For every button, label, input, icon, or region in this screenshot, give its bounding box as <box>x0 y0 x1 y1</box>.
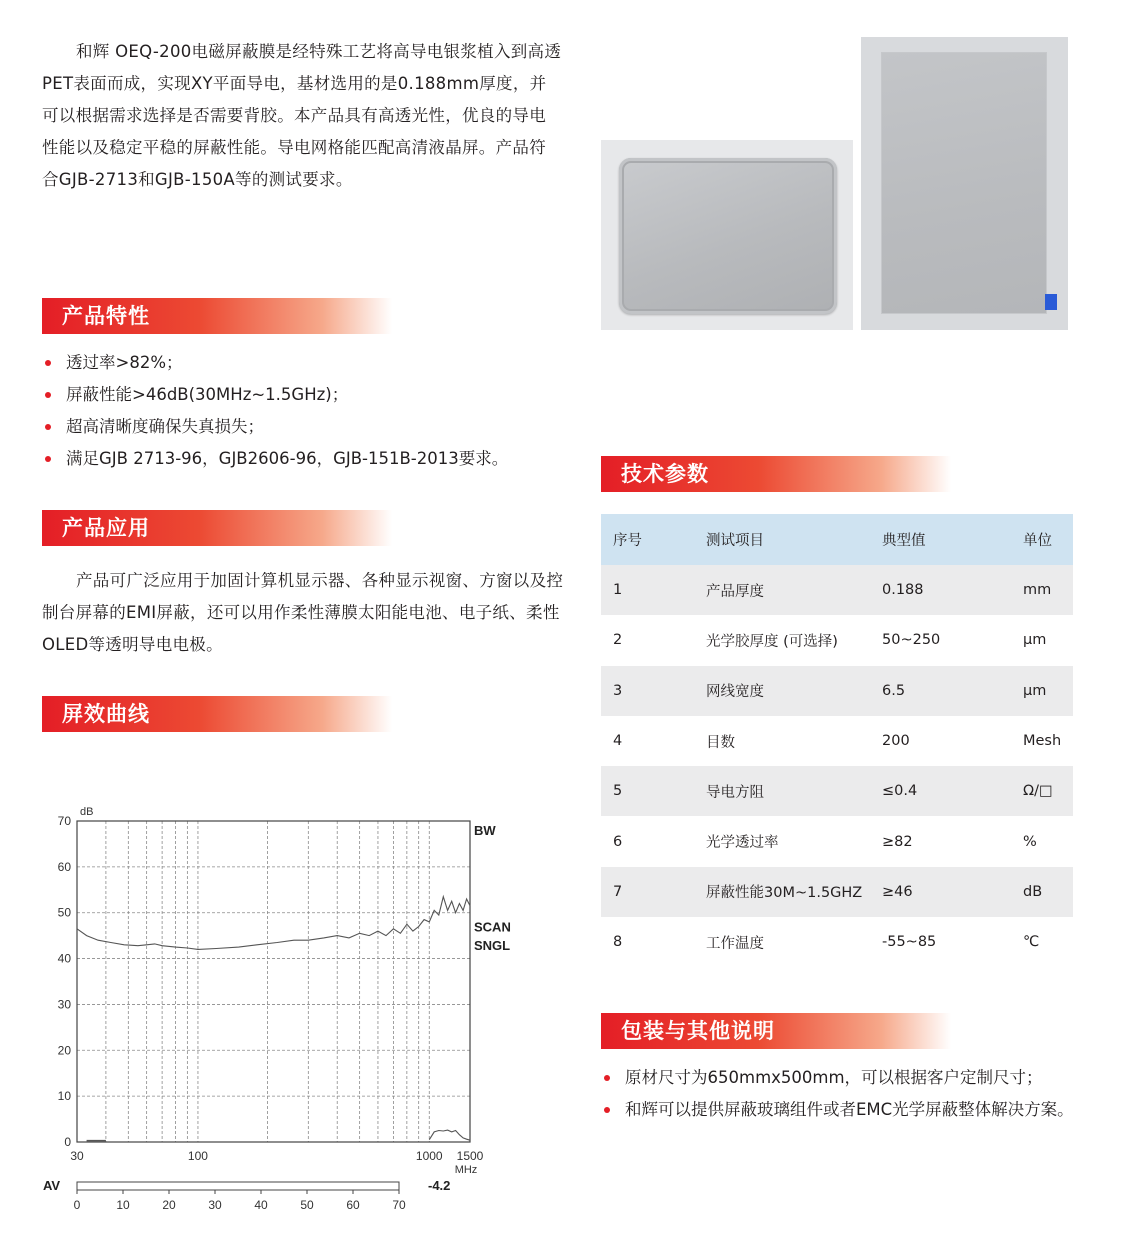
cell-item: 光学透过率 <box>706 835 779 852</box>
cell-unit: dB <box>1023 883 1043 900</box>
cell-item: 工作温度 <box>706 935 764 952</box>
cell-item: 目数 <box>706 734 735 751</box>
application-text: 产品可广泛应用于加固计算机显示器、各种显示视窗、方窗以及控制台屏幕的EMI屏蔽，还可以用作柔性薄膜太阳能电池、电子纸、柔性OLED等透明导电电极。 <box>42 571 564 654</box>
application-paragraph <box>42 565 570 661</box>
cell-unit: Ω/□ <box>1023 783 1053 800</box>
cell-unit: ℃ <box>1023 934 1040 951</box>
table-row <box>601 766 1073 816</box>
section-title-curve: 屏效曲线 <box>62 702 150 726</box>
y-axis-unit-label: dB <box>80 806 94 818</box>
cell-index: 4 <box>613 733 623 750</box>
cell-item: 网线宽度 <box>706 684 764 701</box>
list-item: 超高清晰度确保失真损失； <box>42 411 508 443</box>
shielding-curve-chart <box>40 800 530 1220</box>
cell-index: 8 <box>613 934 623 951</box>
right-label: BW <box>474 823 496 839</box>
cell-unit: Mesh <box>1023 733 1062 750</box>
footer-scale-label: 50 <box>300 1198 314 1212</box>
footer-scale-label: 60 <box>346 1198 360 1212</box>
cell-index: 5 <box>613 783 623 800</box>
footer-scale-label: 10 <box>116 1198 130 1212</box>
intro-paragraph <box>42 36 562 196</box>
section-header-features <box>42 298 392 334</box>
intro-text: 和辉 OEQ-200电磁屏蔽膜是经特殊工艺将高导电银浆植入到高透PET表面而成，实现XY平面导电，基材选用的是0.188mm厚度，并可以根据需求选择是否需要背胶。本产品具有高透光性，优良的导电性能以及稳定平稳的屏蔽性能。导电网格能匹配高清液晶屏。产品符合GJB-2713和GJB-150A等的测试要求。 <box>42 42 562 189</box>
footer-scale-label: 30 <box>208 1198 222 1212</box>
cell-index: 2 <box>613 632 623 649</box>
col-header-unit: 单位 <box>1023 533 1052 549</box>
section-header-curve <box>42 696 392 732</box>
chart-series-group <box>77 897 470 1141</box>
x-tick-label: 100 <box>187 1149 208 1163</box>
section-title-specs: 技术参数 <box>621 462 709 486</box>
table-row <box>601 615 1073 665</box>
cell-index: 6 <box>613 833 623 850</box>
table-row <box>601 716 1073 766</box>
film-tab-marker <box>1045 294 1057 310</box>
table-row <box>601 917 1073 967</box>
footer-scale-label: 0 <box>73 1198 81 1212</box>
y-tick-label: 10 <box>57 1089 71 1104</box>
y-tick-label: 30 <box>57 997 71 1012</box>
bullet-dot-icon <box>45 424 51 430</box>
cell-value: 50~250 <box>882 632 941 649</box>
cell-value: 0.188 <box>882 582 924 599</box>
section-header-application <box>42 510 392 546</box>
footer-scale-label: 70 <box>392 1198 406 1212</box>
bullet-dot-icon <box>45 456 51 462</box>
cell-value: ≥46 <box>882 883 913 900</box>
chart-grid <box>77 821 470 1142</box>
cell-value: 6.5 <box>882 682 906 699</box>
y-tick-label: 60 <box>57 859 71 874</box>
footer-scale-label: 40 <box>254 1198 268 1212</box>
y-tick-label: 70 <box>57 814 71 828</box>
x-tick-label: 1000 <box>415 1149 443 1163</box>
footer-value-label: -4.2 <box>428 1178 451 1193</box>
bullet-dot-icon <box>604 1107 610 1113</box>
table-row <box>601 816 1073 866</box>
cell-item: 屏蔽性能30M~1.5GHZ <box>706 885 863 902</box>
bullet-dot-icon <box>604 1075 610 1081</box>
section-title-packaging: 包装与其他说明 <box>621 1019 775 1043</box>
table-row <box>601 565 1073 615</box>
list-item: 屏蔽性能>46dB(30MHz~1.5GHz)； <box>42 379 508 411</box>
footer-scale-bar <box>77 1182 399 1190</box>
x-tick-label: 30 <box>70 1149 84 1163</box>
glass-panel-shape <box>619 158 837 314</box>
cell-unit: % <box>1023 833 1037 850</box>
cell-unit: μm <box>1023 632 1047 649</box>
series-line-noise-floor <box>429 1130 470 1140</box>
cell-value: ≤0.4 <box>882 783 918 800</box>
list-item: 和辉可以提供屏蔽玻璃组件或者EMC光学屏蔽整体解决方案。 <box>601 1094 1074 1126</box>
cell-value: ≥82 <box>882 833 913 850</box>
table-row <box>601 867 1073 917</box>
cell-item: 产品厚度 <box>706 583 764 600</box>
plot-frame <box>77 821 470 1142</box>
cell-unit: μm <box>1023 682 1047 699</box>
chart-axes <box>77 821 470 1194</box>
right-label: SCAN <box>474 919 511 935</box>
series-line-shielding <box>77 897 470 950</box>
table-row <box>601 666 1073 716</box>
table-header-row <box>601 514 1073 565</box>
section-title-application: 产品应用 <box>62 516 150 540</box>
y-tick-label: 40 <box>57 951 71 966</box>
cell-item: 导电方阻 <box>706 784 764 801</box>
cell-unit: mm <box>1023 582 1052 599</box>
packaging-list <box>601 1062 1074 1126</box>
col-header-item: 测试项目 <box>706 533 764 549</box>
bullet-dot-icon <box>45 360 51 366</box>
y-tick-label: 20 <box>57 1043 71 1058</box>
cell-value: -55~85 <box>882 934 937 951</box>
footer-av-label: AV <box>43 1178 61 1193</box>
features-list <box>42 347 508 475</box>
list-item: 透过率>82%； <box>42 347 508 379</box>
y-tick-label: 50 <box>57 905 71 920</box>
product-photo-glass <box>601 140 853 330</box>
cell-index: 7 <box>613 883 623 900</box>
section-title-features: 产品特性 <box>62 304 150 328</box>
film-sheet-shape <box>882 53 1046 313</box>
footer-scale-label: 20 <box>162 1198 176 1212</box>
cell-value: 200 <box>882 733 910 750</box>
cell-index: 1 <box>613 582 623 599</box>
y-tick-label: 0 <box>64 1135 71 1149</box>
product-photo-film <box>861 37 1068 330</box>
col-header-value: 典型值 <box>882 533 926 549</box>
right-label: SNGL <box>474 937 511 953</box>
specs-table <box>601 514 1073 967</box>
list-item: 满足GJB 2713-96，GJB2606-96，GJB-151B-2013要求。 <box>42 443 508 475</box>
section-header-packaging <box>601 1013 951 1049</box>
x-tick-label: 1500 <box>456 1149 484 1163</box>
col-header-index: 序号 <box>613 533 642 549</box>
section-header-specs <box>601 456 951 492</box>
bullet-dot-icon <box>45 392 51 398</box>
cell-index: 3 <box>613 682 623 699</box>
cell-item: 光学胶厚度 (可选择) <box>706 633 838 650</box>
x-axis-unit-label: MHz <box>454 1164 478 1176</box>
list-item: 原材尺寸为650mmx500mm，可以根据客户定制尺寸； <box>601 1062 1074 1094</box>
